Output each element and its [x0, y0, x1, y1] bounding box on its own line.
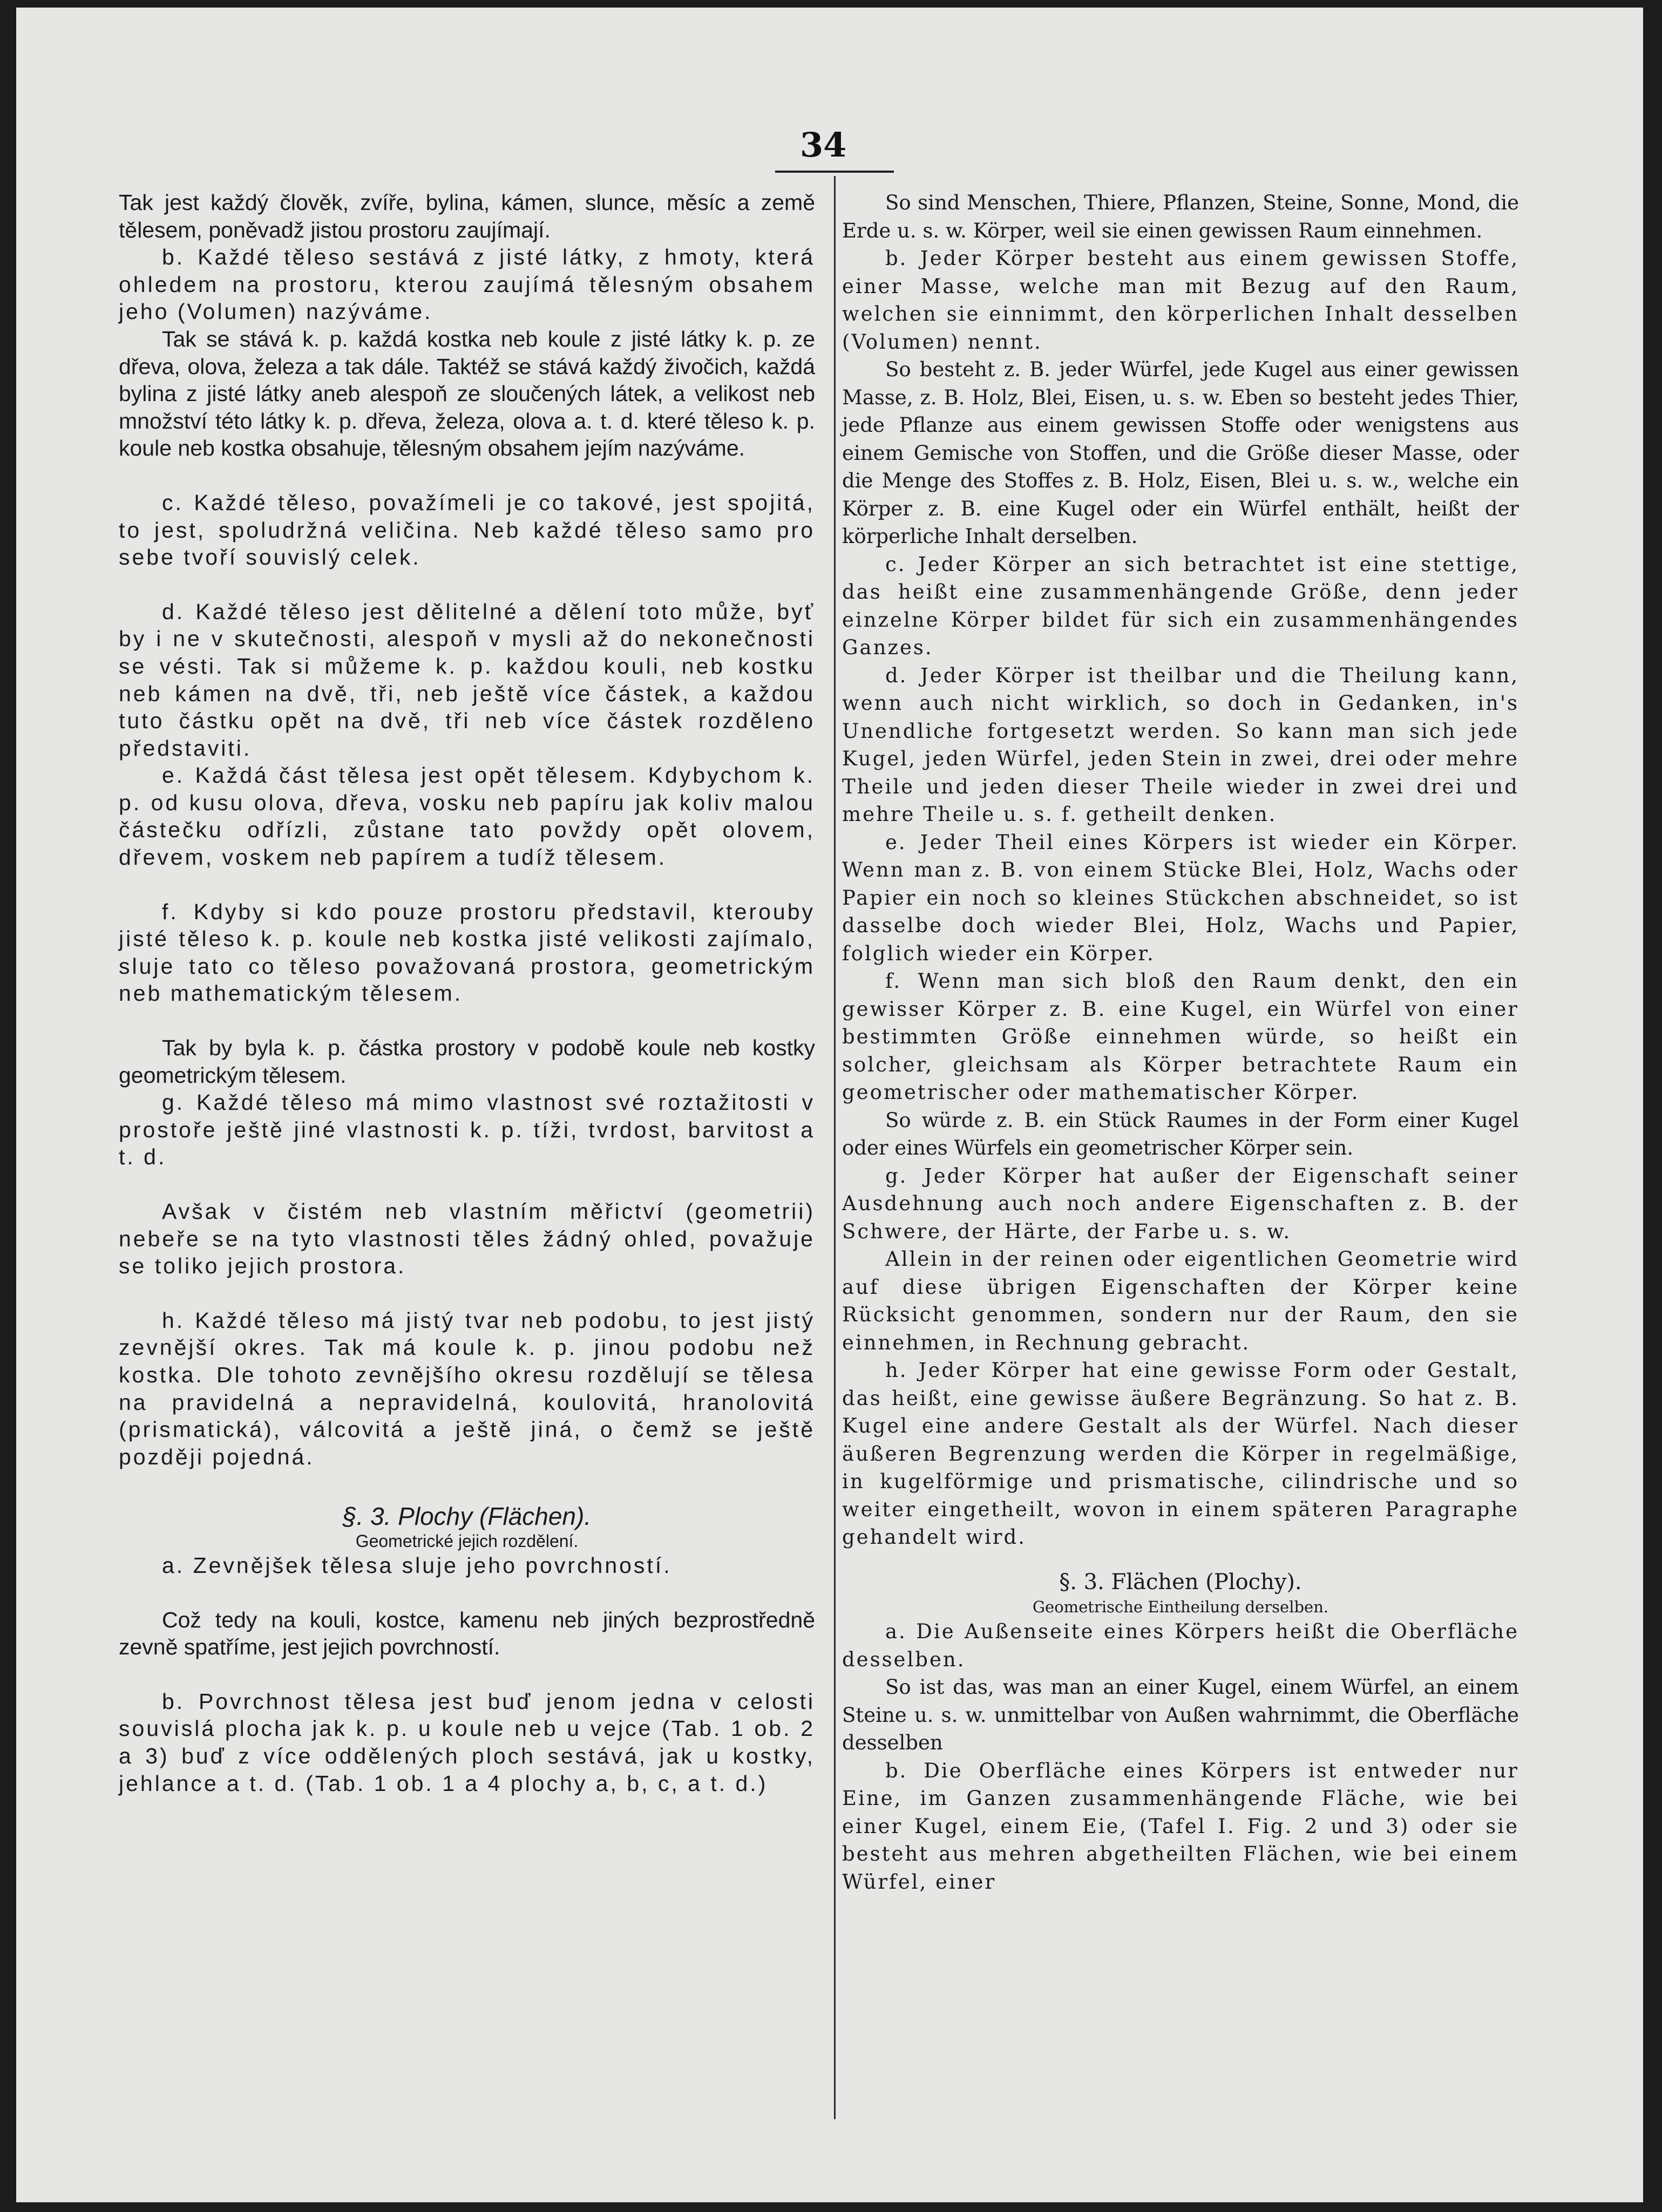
paragraph: a. Die Außenseite eines Körpers heißt die Oberfläche desselben.: [842, 1620, 1519, 1671]
paragraph: f. Kdyby si kdo pouze prostoru představil, kterouby jisté těleso k. p. koule neb kostka jisté velikosti zajímalo, sluje tato co těleso považovaná prostora, geometrickým neb mathematickým tělesem.: [119, 899, 815, 1006]
paragraph: f. Wenn man sich bloß den Raum denkt, den ein gewisser Körper z. B. eine Kugel, ein Würfel von einer bestimmten Größe einnehmen würde, so heißt ein solcher, gleichsam als Körper betrachtete Raum ein geometrischer oder mathematischer Körper.: [842, 969, 1519, 1104]
paragraph: Což tedy na kouli, kostce, kamenu neb jiných bezprostředně zevně spatříme, jest jejich povrchností.: [119, 1607, 815, 1660]
paragraph: So ist das, was man an einer Kugel, einem Würfel, an einem Steine u. s. w. unmittelbar von Außen wahrnimmt, die Oberfläche desselben: [842, 1675, 1519, 1754]
header-rule: [775, 171, 894, 173]
paragraph: g. Jeder Körper hat außer der Eigenschaft seiner Ausdehnung auch noch andere Eigenschaften z. B. der Schwere, der Härte, der Farbe u. s. w.: [842, 1164, 1519, 1243]
paragraph: d. Každé těleso jest dělitelné a dělení toto může, byť by i ne v skutečnosti, alespoň v mysli až do nekonečnosti se vésti. Tak si můžeme k. p. každou kouli, neb kostku neb kámen na dvě, tři, neb ještě více částek, a každou tuto částku opět na dvě, tři neb více částek rozděleno představiti.: [119, 599, 815, 761]
german-column: [842, 189, 1519, 2186]
paragraph: c. Každé těleso, považímeli je co takové, jest spojitá, to jest, spoludržná veličina. Neb každé těleso samo pro sebe tvoří souvislý celek.: [119, 490, 815, 570]
paragraph: a. Zevnějšek tělesa sluje jeho povrchností.: [162, 1552, 672, 1578]
page-number: 34: [800, 125, 847, 165]
section-subtitle: Geometrické jejich rozdělení.: [355, 1531, 579, 1551]
paragraph: c. Jeder Körper an sich betrachtet ist eine stettige, das heißt eine zusammenhängende Größe, denn jeder einzelne Körper bildet für sich ein zusammenhängendes Ganzes.: [842, 552, 1519, 659]
book-page: [16, 8, 1643, 2202]
paragraph: Tak se stává k. p. každá kostka neb koule z jisté látky k. p. ze dřeva, olova, železa a tak dále. Taktéž se stává každý živočich, každá bylina z jisté látky aneb alespoň ze sloučených látek, a velikost neb množství této látky k. p. dřeva, železa, olova a. t. d. které těleso k. p. koule neb kostka obsahuje, tělesným obsahem jejím nazýváme.: [119, 326, 815, 461]
paragraph: d. Jeder Körper ist theilbar und die Theilung kann, wenn auch nicht wirklich, so doch in Gedanken, in's Unendliche fortgesetzt werden. So kann man sich jede Kugel, jeden Würfel, jeden Stein in zwei, drei oder mehre Theile und jeden dieser Theile wieder in zwei drei und mehre Theile u. s. f. getheilt denken.: [842, 663, 1519, 826]
paragraph: b. Povrchnost tělesa jest buď jenom jedna v celosti souvislá plocha jak k. p. u koule neb u vejce (Tab. 1 ob. 2 a 3) buď z více oddělených ploch sestává, jak u kostky, jehlance a t. d. (Tab. 1 ob. 1 a 4 plochy a, b, c, a t. d.): [119, 1688, 815, 1796]
paragraph: b. Jeder Körper besteht aus einem gewissen Stoffe, einer Masse, welche man mit Bezug auf den Raum, welchen sie einnimmt, den körperlichen Inhalt desselben (Volumen) nennt.: [842, 247, 1519, 354]
paragraph: So sind Menschen, Thiere, Pflanzen, Steine, Sonne, Mond, die Erde u. s. w. Körper, weil sie einen gewissen Raum einnehmen.: [842, 191, 1519, 242]
paragraph: Tak by byla k. p. částka prostory v podobě koule neb kostky geometrickým tělesem.: [119, 1035, 815, 1088]
paragraph: b. Každé těleso sestává z jisté látky, z hmoty, která ohledem na prostoru, kterou zaujímá tělesným obsahem jeho (Volumen) nazýváme.: [119, 245, 815, 324]
paragraph: e. Jeder Theil eines Körpers ist wieder ein Körper. Wenn man z. B. von einem Stücke Blei, Holz, Wachs oder Papier ein noch so kleines Stückchen abschneidet, so ist dasselbe doch wieder Blei, Holz, Wachs und Papier, folglich wieder ein Körper.: [842, 830, 1519, 965]
column-divider: [834, 176, 836, 2119]
paragraph: e. Každá část tělesa jest opět tělesem. Kdybychom k. p. od kusu olova, dřeva, vosku neb papíru jak koliv malou částečku odřízli, zůstane tato povždy opět olovem, dřevem, voskem neb papírem a tudíž tělesem.: [119, 763, 815, 870]
paragraph: b. Die Oberfläche eines Körpers ist entweder nur Eine, im Ganzen zusammenhängende Fläche, wie bei einer Kugel, einem Eie, (Tafel I. Fig. 2 und 3) oder sie besteht aus mehren abgetheilten Flächen, wie bei einem Würfel, einer: [842, 1759, 1519, 1894]
section-title: §. 3. Flächen (Plochy).: [1059, 1569, 1302, 1594]
paragraph: Tak jest každý člověk, zvíře, bylina, kámen, slunce, měsíc a země tělesem, poněvadž jistou prostoru zaujímají.: [119, 190, 815, 242]
paragraph: So besteht z. B. jeder Würfel, jede Kugel aus einer gewissen Masse, z. B. Holz, Blei, Eisen, u. s. w. Eben so besteht jedes Thier, jede Pflanze aus einem gewissen Stoffe oder wenigstens aus einem Gemische von Stoffen, und die Größe dieser Masse, oder die Menge des Stoffes z. B. Holz, Eisen, Blei u. s. w., welche ein Körper z. B. eine Kugel oder ein Würfel enthält, heißt der körperliche Inhalt derselben.: [842, 358, 1519, 548]
paragraph: Allein in der reinen oder eigentlichen Geometrie wird auf diese übrigen Eigenschaften der Körper keine Rücksicht genommen, sondern nur der Raum, den sie einnehmen, in Rechnung gebracht.: [842, 1247, 1519, 1354]
paragraph: Avšak v čistém neb vlastním měřictví (geometrii) nebeře se na tyto vlastnosti těles žádný ohled, považuje se toliko jejich prostora.: [119, 1199, 815, 1279]
czech-column: [119, 189, 815, 2186]
paragraph: h. Každé těleso má jistý tvar neb podobu, to jest jistý zevnější okres. Tak má koule k. p. jinou podobu než kostka. Dle tohoto zevnějšího okresu rozdělují se tělesa na pravidelná a nepravidelná, koulovitá, hranolovitá (prismatická), válcovitá a ještě jiná, o čemž se ještě později pojedná.: [119, 1307, 815, 1469]
paragraph: g. Každé těleso má mimo vlastnost své roztažitosti v prostoře ještě jiné vlastnosti k. p. tíži, tvrdost, barvitost a t. d.: [119, 1090, 815, 1170]
paragraph: h. Jeder Körper hat eine gewisse Form oder Gestalt, das heißt, eine gewisse äußere Begränzung. So hat z. B. Kugel eine andere Gestalt als der Würfel. Nach dieser äußeren Begrenzung werden die Körper in regelmäßige, in kugelförmige und prismatische, cilindrische und so weiter eingetheilt, wovon in einem späteren Paragraphe gehandelt wird.: [842, 1359, 1519, 1549]
section-title: §. 3. Plochy (Flächen).: [342, 1502, 592, 1531]
section-subtitle: Geometrische Eintheilung derselben.: [1032, 1598, 1329, 1616]
paragraph: So würde z. B. ein Stück Raumes in der Form einer Kugel oder eines Würfels ein geometrischer Körper sein.: [842, 1108, 1519, 1159]
